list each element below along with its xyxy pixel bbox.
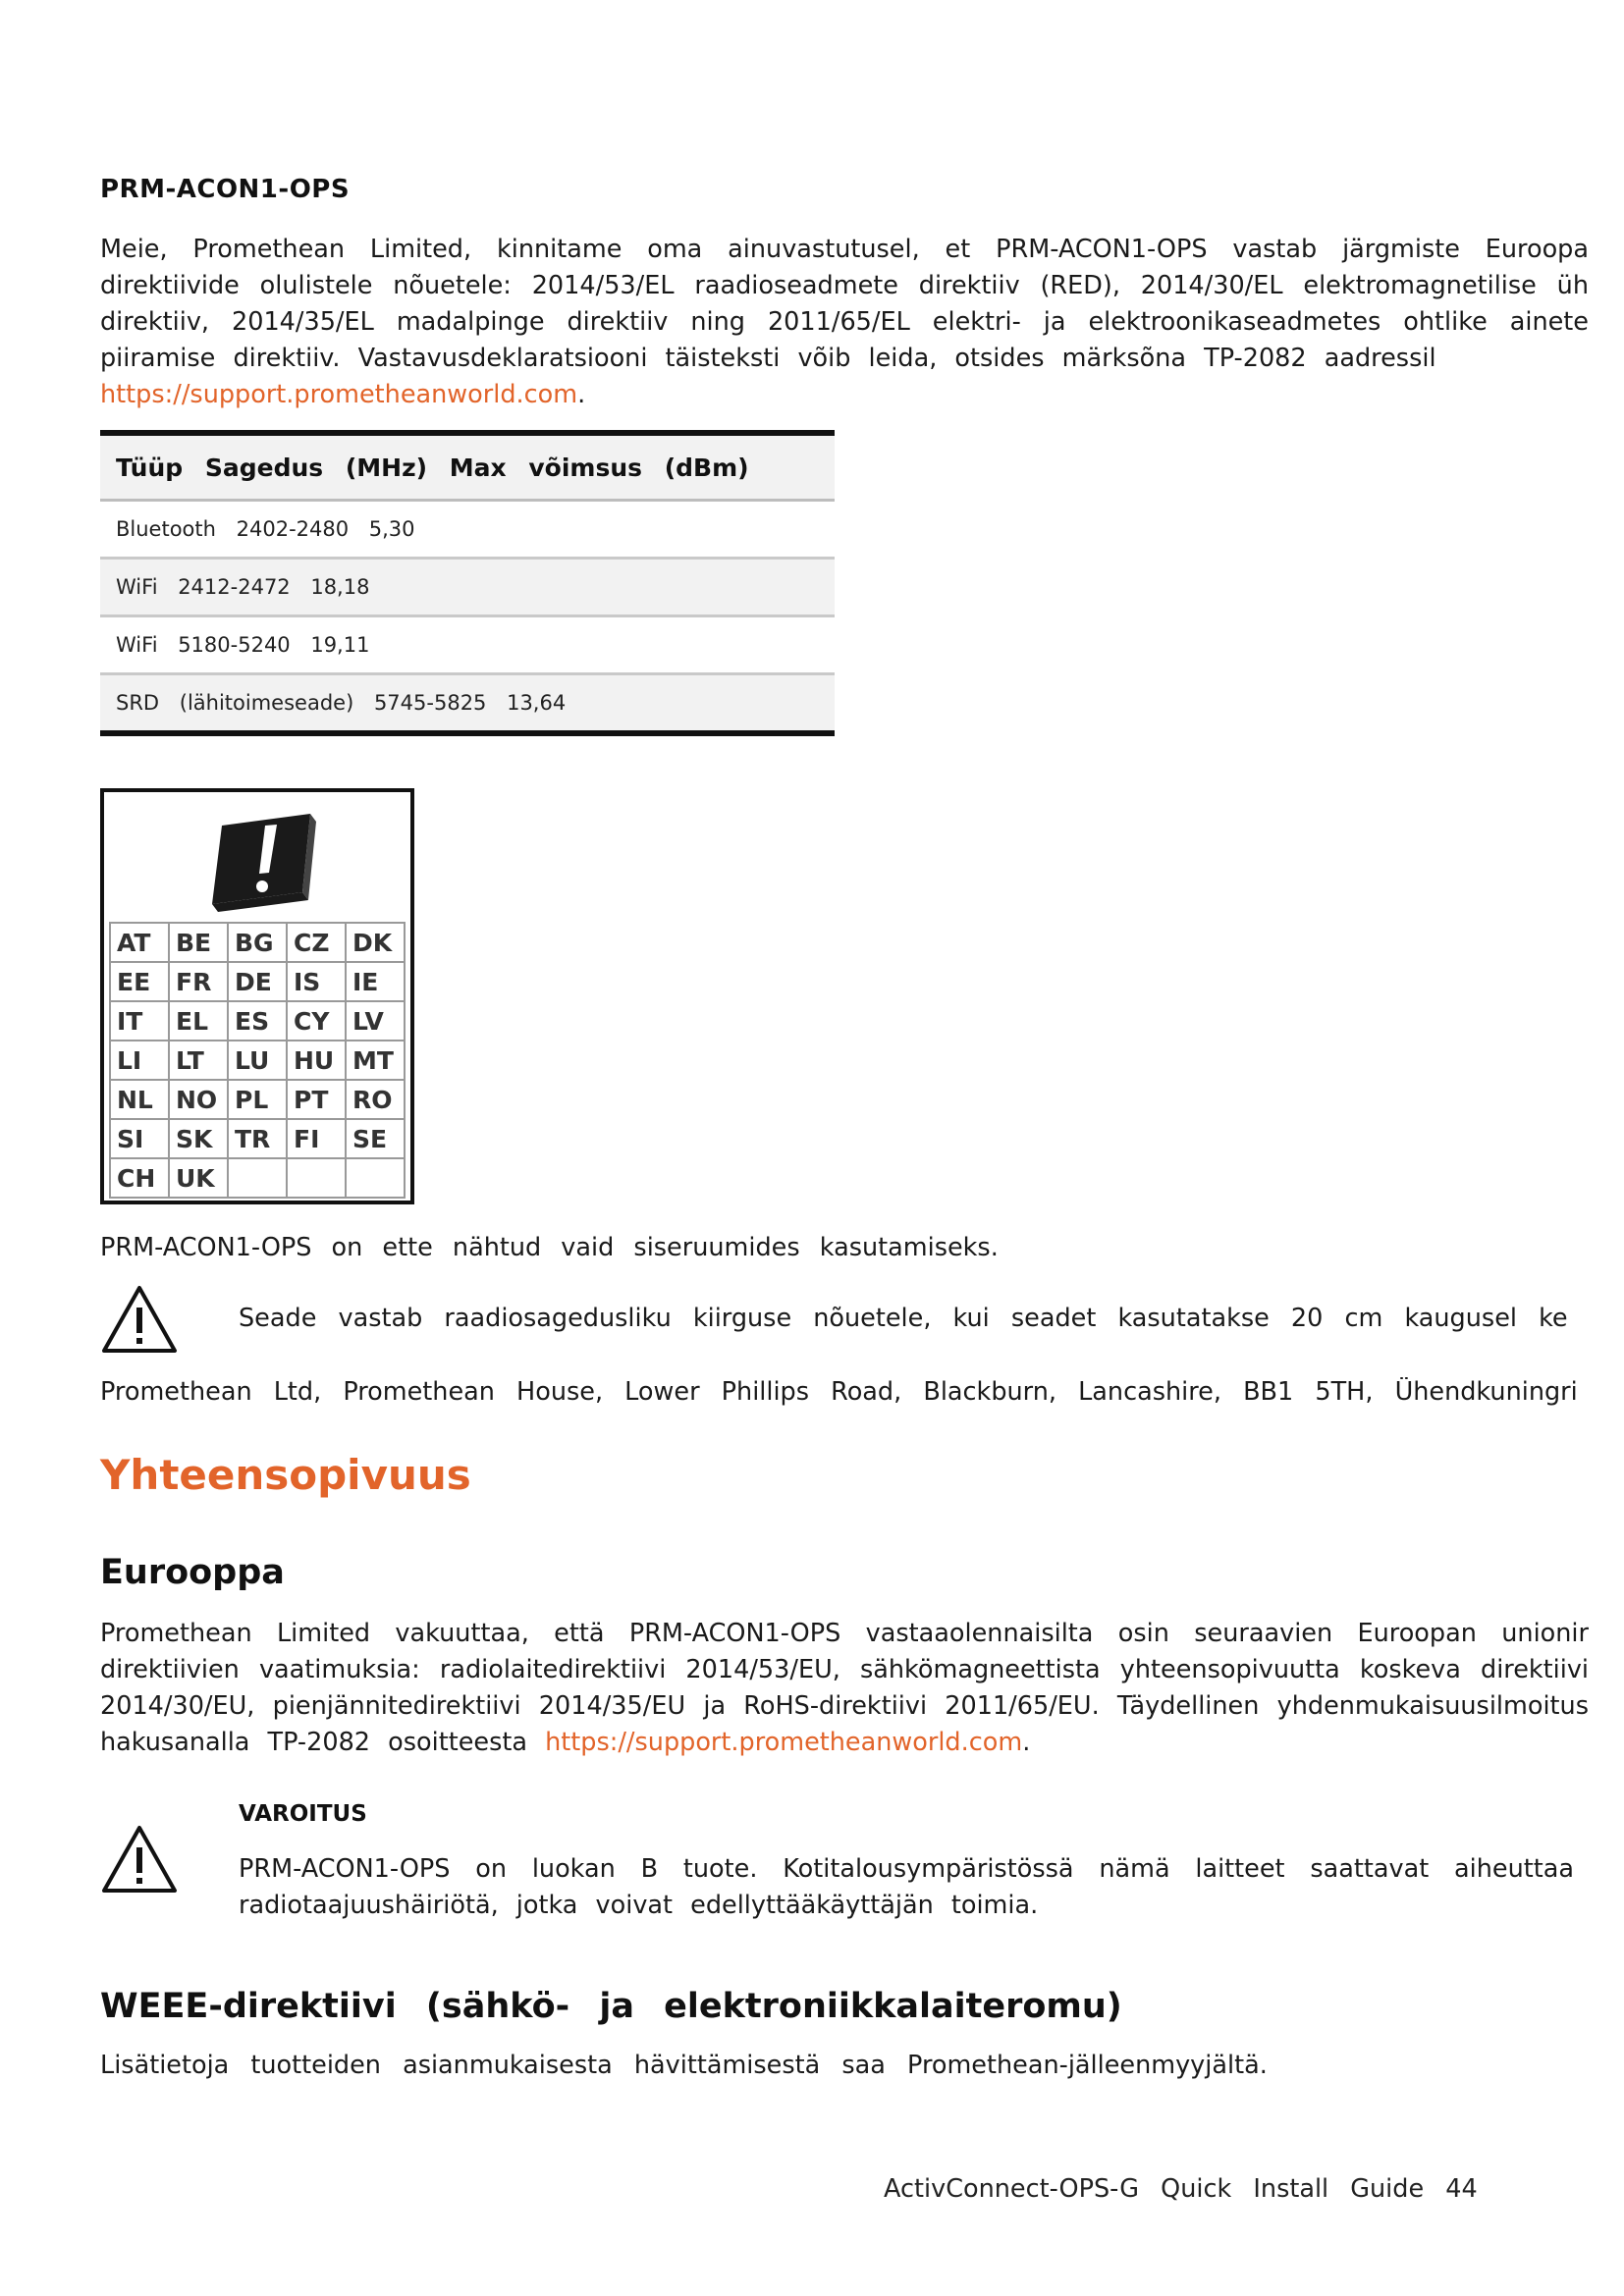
country-code-cell: AT [110, 923, 169, 962]
declaration-paragraph-et [100, 232, 1589, 413]
country-code-cell: LI [110, 1041, 169, 1080]
section-heading-prm-acon1-ops: PRM-ACON1-OPS [100, 175, 351, 204]
paragraph-line: PRM-ACON1-OPS on luokan B tuote. Kotitalousympäristössä nämä laitteet saattavat aiheuttaa [239, 1854, 1574, 1884]
compatibility-title: Yhteensopivuus [100, 1451, 471, 1499]
country-code-cell: SE [346, 1119, 405, 1158]
paragraph-line-link: hakusanalla TP-2082 osoitteesta https://support.prometheanworld.com. [100, 1728, 1031, 1757]
country-code-cell: CZ [287, 923, 346, 962]
country-row [110, 1001, 405, 1041]
radio-table-row: Bluetooth 2402-2480 5,30 [100, 502, 835, 560]
country-code-cell: DE [228, 962, 287, 1001]
country-code-cell: NO [169, 1080, 228, 1119]
weee-text: Lisätietoja tuotteiden asianmukaisesta hävittämisestä saa Promethean-jälleenmyyjältä. [100, 2051, 1268, 2080]
country-code-cell: BE [169, 923, 228, 962]
country-code-cell: LU [228, 1041, 287, 1080]
country-code-cell: LV [346, 1001, 405, 1041]
country-code-cell: FR [169, 962, 228, 1001]
country-code-grid [109, 922, 406, 1199]
country-code-cell: ES [228, 1001, 287, 1041]
paragraph-line: radiotaajuushäiriötä, jotka voivat edellyttääkäyttäjän toimia. [239, 1891, 1039, 1920]
country-row [110, 1119, 405, 1158]
radio-table-row: WiFi 5180-5240 19,11 [100, 617, 835, 675]
country-restriction-box [100, 788, 414, 1204]
country-row [110, 1080, 405, 1119]
manufacturer-address: Promethean Ltd, Promethean House, Lower Phillips Road, Blackburn, Lancashire, BB1 5TH, Ühendkuningri [100, 1377, 1578, 1407]
support-link[interactable]: https://support.prometheanworld.com [100, 380, 578, 409]
country-code-cell: IT [110, 1001, 169, 1041]
rf-exposure-note: Seade vastab raadiosagedusliku kiirguse nõuetele, kui seadet kasutatakse 20 cm kaugusel ke [239, 1304, 1568, 1333]
warning-title: VAROITUS [239, 1801, 367, 1827]
radio-table-row: SRD (lähitoimeseade) 5745-5825 13,64 [100, 675, 835, 730]
radio-spec-table [100, 430, 835, 736]
support-link[interactable]: https://support.prometheanworld.com [545, 1728, 1023, 1757]
country-code-cell: IE [346, 962, 405, 1001]
country-code-cell: EE [110, 962, 169, 1001]
country-code-cell: CH [110, 1158, 169, 1198]
page-footer: ActivConnect-OPS-G Quick Install Guide 44 [884, 2174, 1478, 2204]
country-code-cell: FI [287, 1119, 346, 1158]
paragraph-line: Meie, Promethean Limited, kinnitame oma ainuvastutusel, et PRM-ACON1-OPS vastab järgmiste Euroopa [100, 235, 1589, 264]
country-code-cell: HU [287, 1041, 346, 1080]
country-code-cell: RO [346, 1080, 405, 1119]
country-code-cell: IS [287, 962, 346, 1001]
warning-triangle-icon [100, 1284, 179, 1355]
indoor-use-note: PRM-ACON1-OPS on ette nähtud vaid siseruumides kasutamiseks. [100, 1233, 999, 1262]
paragraph-line: direktiiv, 2014/35/EL madalpinge direktiiv ning 2011/65/EL elektri- ja elektroonikaseadmetes ohtlike ainete [100, 307, 1589, 337]
country-code-cell: UK [169, 1158, 228, 1198]
warning-text [239, 1851, 1574, 1924]
country-code-cell: BG [228, 923, 287, 962]
country-row [110, 1158, 405, 1198]
country-code-cell: TR [228, 1119, 287, 1158]
country-code-cell: SI [110, 1119, 169, 1158]
paragraph-line-link: https://support.prometheanworld.com. [100, 380, 586, 409]
paragraph-line: 2014/30/EU, pienjännitedirektiivi 2014/35/EU ja RoHS-direktiivi 2011/65/EU. Täydellinen yhdenmukaisuusilmoitus [100, 1691, 1589, 1721]
europe-heading: Eurooppa [100, 1553, 285, 1592]
country-code-cell: NL [110, 1080, 169, 1119]
warning-triangle-icon [100, 1824, 179, 1895]
weee-heading: WEEE-direktiivi (sähkö- ja elektroniikkalaiteromu) [100, 1987, 1122, 2026]
country-row [110, 962, 405, 1001]
country-row [110, 923, 405, 962]
country-row [110, 1041, 405, 1080]
country-code-cell: LT [169, 1041, 228, 1080]
paragraph-line: direktiivide olulistele nõuetele: 2014/53/EL raadioseadmete direktiiv (RED), 2014/30/EL elektromagnetilise üh [100, 271, 1589, 300]
declaration-paragraph-fi [100, 1616, 1589, 1761]
country-code-cell: MT [346, 1041, 405, 1080]
country-code-cell: PT [287, 1080, 346, 1119]
country-code-cell: DK [346, 923, 405, 962]
paragraph-line: piiramise direktiiv. Vastavusdeklaratsiooni täisteksti võib leida, otsides märksõna TP-2082 aadressil [100, 344, 1436, 373]
country-code-cell [346, 1158, 405, 1198]
paragraph-line: direktiivien vaatimuksia: radiolaitedirektiivi 2014/53/EU, sähkömagneettista yhteensopivuutta koskeva direktiivi [100, 1655, 1589, 1684]
radio-table-header: Tüüp Sagedus (MHz) Max võimsus (dBm) [100, 436, 835, 502]
paragraph-line: Promethean Limited vakuuttaa, että PRM-ACON1-OPS vastaaolennaisilta osin seuraavien Euroopan unionir [100, 1619, 1589, 1648]
restriction-manual-icon [192, 806, 330, 924]
country-code-cell [228, 1158, 287, 1198]
country-code-cell: CY [287, 1001, 346, 1041]
country-code-cell [287, 1158, 346, 1198]
radio-table-row: WiFi 2412-2472 18,18 [100, 560, 835, 617]
country-code-cell: PL [228, 1080, 287, 1119]
country-code-cell: EL [169, 1001, 228, 1041]
country-code-cell: SK [169, 1119, 228, 1158]
